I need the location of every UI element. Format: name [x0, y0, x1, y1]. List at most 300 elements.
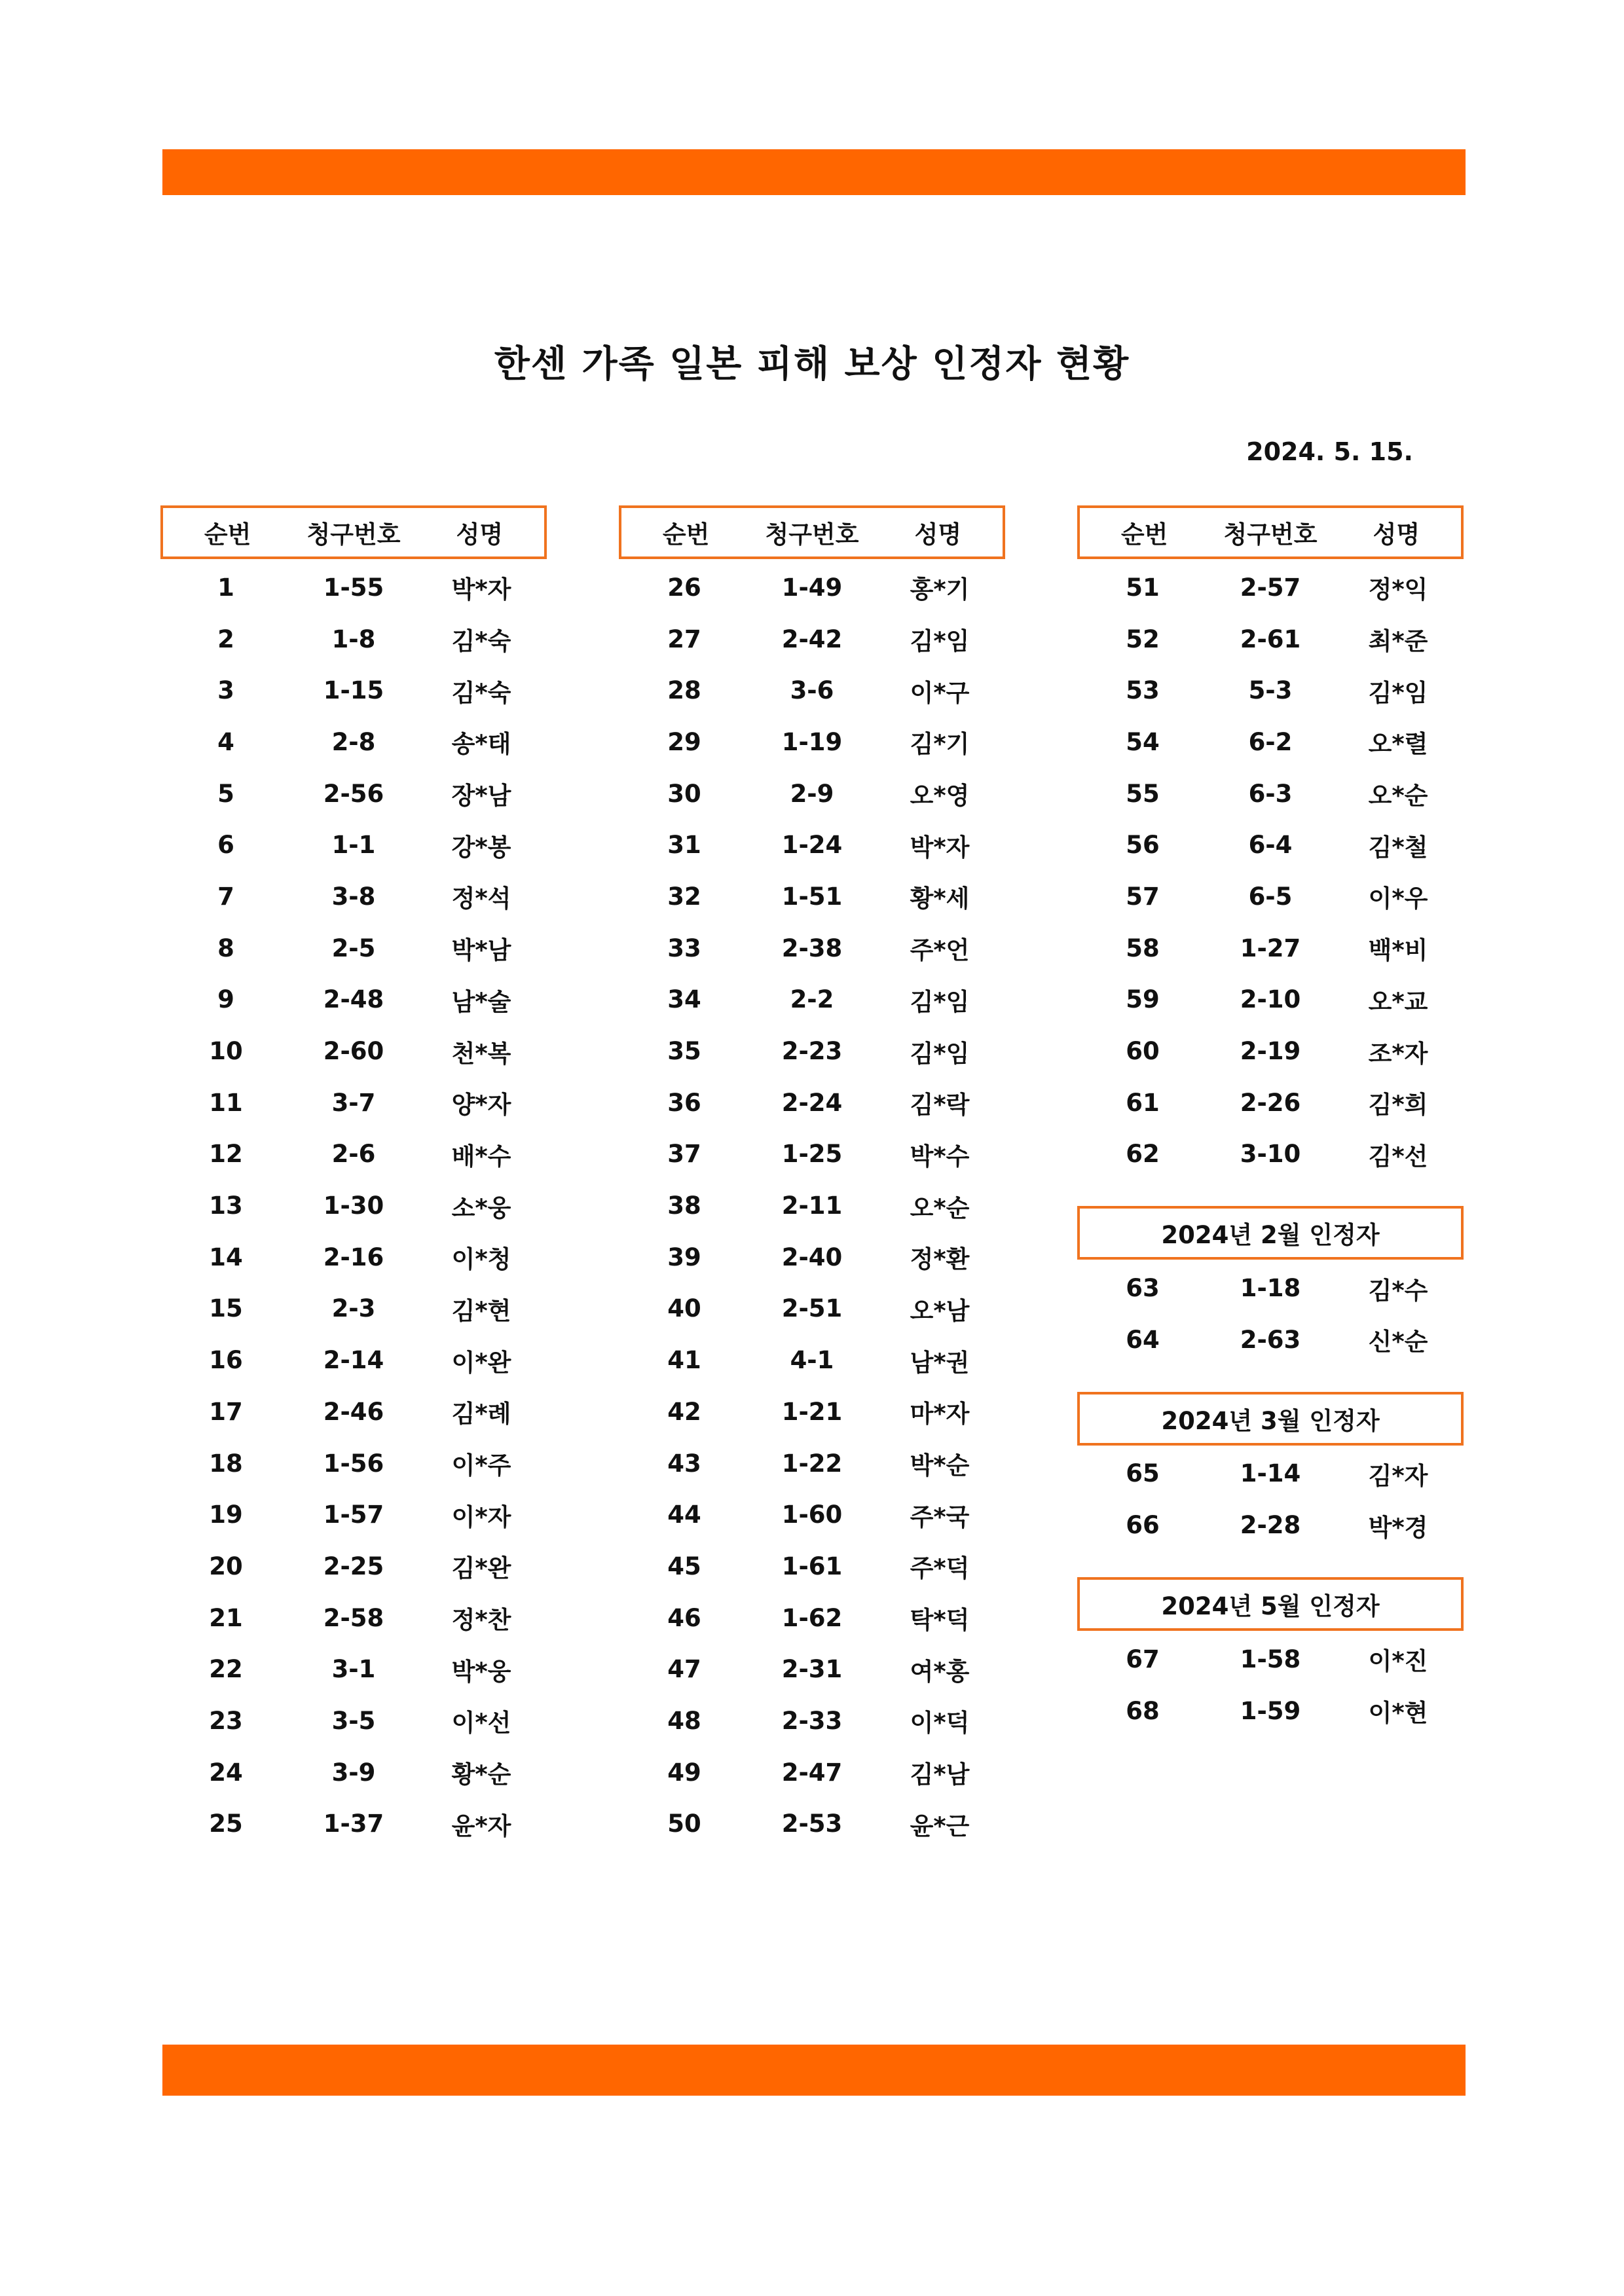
row-claim-number: 1-37	[323, 1810, 384, 1838]
row-claim-number: 2-58	[323, 1603, 384, 1632]
row-seq: 26	[667, 573, 701, 602]
header-name: 성명	[456, 520, 504, 549]
table-row	[1077, 974, 1464, 1026]
row-seq: 30	[667, 779, 701, 808]
table-row	[160, 1489, 547, 1540]
row-claim-number: 1-55	[323, 573, 384, 602]
table-row	[160, 1438, 547, 1489]
table-row	[619, 613, 1005, 665]
row-name: 오*순	[1368, 782, 1428, 811]
row-seq: 38	[667, 1192, 701, 1220]
row-seq: 14	[209, 1243, 243, 1271]
row-name: 최*준	[1368, 627, 1428, 656]
header-claim-number: 청구번호	[765, 520, 859, 549]
row-claim-number: 1-49	[781, 573, 843, 602]
table-row	[160, 1334, 547, 1386]
table-row	[619, 1643, 1005, 1695]
table-row	[160, 768, 547, 820]
row-claim-number: 2-24	[781, 1088, 843, 1117]
row-name: 김*희	[1368, 1091, 1428, 1120]
row-name: 김*기	[910, 730, 970, 759]
row-seq: 34	[667, 985, 701, 1014]
table-row	[1077, 871, 1464, 922]
table-row	[160, 1643, 547, 1695]
header-seq: 순번	[1120, 520, 1168, 549]
page-title: 한센 가족 일본 피해 보상 인정자 현황	[494, 343, 1130, 386]
row-name: 이*현	[1368, 1699, 1428, 1728]
row-name: 여*홍	[910, 1657, 970, 1686]
row-seq: 31	[667, 831, 701, 860]
row-claim-number: 1-1	[331, 831, 376, 860]
row-seq: 50	[667, 1810, 701, 1838]
table-row	[1077, 562, 1464, 613]
row-name: 남*술	[451, 987, 511, 1016]
table-row	[160, 1540, 547, 1592]
row-claim-number: 1-24	[781, 831, 843, 860]
row-seq: 59	[1126, 985, 1160, 1014]
table-row	[160, 1747, 547, 1798]
table-row	[619, 1540, 1005, 1592]
row-claim-number: 3-1	[331, 1655, 376, 1684]
row-name: 김*철	[1368, 833, 1428, 862]
row-claim-number: 2-42	[781, 625, 843, 653]
table-row	[1077, 1448, 1464, 1500]
table-row	[160, 562, 547, 613]
row-name: 박*수	[910, 1142, 970, 1171]
row-name: 박*자	[451, 575, 511, 604]
row-seq: 46	[667, 1603, 701, 1632]
table-row	[1077, 1077, 1464, 1129]
row-name: 이*진	[1368, 1647, 1428, 1676]
table-row	[160, 716, 547, 768]
row-seq: 66	[1126, 1511, 1160, 1540]
table-row	[160, 665, 547, 716]
row-claim-number: 1-25	[781, 1140, 843, 1169]
group-header-may: 2024년 5월 인정자	[1077, 1577, 1464, 1631]
row-name: 김*락	[910, 1091, 970, 1120]
row-seq: 28	[667, 676, 701, 705]
report-date: 2024. 5. 15.	[1246, 437, 1413, 466]
table-row	[1077, 768, 1464, 820]
row-name: 정*석	[451, 884, 511, 913]
row-name: 오*렬	[1368, 730, 1428, 759]
row-seq: 7	[217, 882, 234, 911]
group-header-mar: 2024년 3월 인정자	[1077, 1392, 1464, 1446]
row-claim-number: 4-1	[790, 1346, 834, 1375]
row-name: 이*우	[1368, 884, 1428, 913]
row-name: 김*자	[1368, 1461, 1428, 1490]
row-name: 정*찬	[451, 1606, 511, 1635]
row-seq: 22	[209, 1655, 243, 1684]
table-row	[1077, 1314, 1464, 1366]
table-row	[160, 1695, 547, 1747]
row-name: 천*복	[451, 1039, 511, 1068]
row-claim-number: 1-59	[1240, 1696, 1301, 1725]
row-seq: 23	[209, 1706, 243, 1735]
row-seq: 62	[1126, 1140, 1160, 1169]
row-name: 송*태	[451, 730, 511, 759]
table-row	[619, 1747, 1005, 1798]
row-claim-number: 2-19	[1240, 1037, 1301, 1066]
row-seq: 13	[209, 1192, 243, 1220]
row-claim-number: 3-9	[331, 1758, 376, 1787]
row-claim-number: 5-3	[1248, 676, 1293, 705]
row-seq: 3	[217, 676, 234, 705]
row-claim-number: 1-22	[781, 1449, 843, 1478]
top-accent-bar	[162, 149, 1466, 195]
row-name: 김*례	[451, 1400, 511, 1429]
row-name: 오*영	[910, 782, 970, 811]
row-name: 홍*기	[910, 575, 970, 604]
table-column-2	[619, 505, 1005, 1850]
row-seq: 65	[1126, 1459, 1160, 1488]
row-name: 김*임	[910, 987, 970, 1016]
row-name: 이*선	[451, 1709, 511, 1738]
table-column-1	[160, 505, 547, 1850]
table-row	[160, 1283, 547, 1335]
row-name: 김*완	[451, 1554, 511, 1583]
table-header	[1077, 505, 1464, 559]
row-seq: 53	[1126, 676, 1160, 705]
group-header-feb: 2024년 2월 인정자	[1077, 1206, 1464, 1260]
header-claim-number: 청구번호	[1223, 520, 1318, 549]
table-row	[1077, 665, 1464, 716]
row-name: 신*순	[1368, 1328, 1428, 1357]
table-row	[619, 1798, 1005, 1850]
row-claim-number: 2-23	[781, 1037, 843, 1066]
row-seq: 33	[667, 934, 701, 962]
row-name: 남*권	[910, 1348, 970, 1377]
row-claim-number: 2-8	[331, 727, 376, 756]
table-row	[619, 1129, 1005, 1180]
table-row	[619, 665, 1005, 716]
row-name: 장*남	[451, 782, 511, 811]
row-seq: 2	[217, 625, 234, 653]
row-claim-number: 2-26	[1240, 1088, 1301, 1117]
row-seq: 52	[1126, 625, 1160, 653]
row-claim-number: 3-8	[331, 882, 376, 911]
row-name: 김*임	[1368, 678, 1428, 707]
row-claim-number: 2-48	[323, 985, 384, 1014]
row-claim-number: 3-7	[331, 1088, 376, 1117]
row-seq: 29	[667, 727, 701, 756]
table-row	[160, 1798, 547, 1850]
table-row	[1077, 922, 1464, 974]
row-seq: 55	[1126, 779, 1160, 808]
row-claim-number: 3-5	[331, 1706, 376, 1735]
table-row	[619, 974, 1005, 1026]
row-seq: 67	[1126, 1645, 1160, 1673]
row-claim-number: 2-14	[323, 1346, 384, 1375]
table-row	[1077, 613, 1464, 665]
row-seq: 64	[1126, 1325, 1160, 1354]
row-name: 김*수	[1368, 1276, 1428, 1305]
row-name: 이*완	[451, 1348, 511, 1377]
table-row	[160, 1180, 547, 1231]
spacer	[1077, 1180, 1464, 1206]
row-seq: 45	[667, 1552, 701, 1580]
row-name: 소*웅	[451, 1194, 511, 1222]
row-claim-number: 3-10	[1240, 1140, 1301, 1169]
row-seq: 4	[217, 727, 234, 756]
row-claim-number: 1-56	[323, 1449, 384, 1478]
row-seq: 1	[217, 573, 234, 602]
row-seq: 51	[1126, 573, 1160, 602]
row-claim-number: 1-62	[781, 1603, 843, 1632]
row-claim-number: 1-8	[331, 625, 376, 653]
row-claim-number: 1-15	[323, 676, 384, 705]
row-name: 배*수	[451, 1142, 511, 1171]
table-row	[1077, 1262, 1464, 1314]
table-row	[160, 1025, 547, 1077]
row-seq: 56	[1126, 831, 1160, 860]
row-seq: 27	[667, 625, 701, 653]
row-seq: 11	[209, 1088, 243, 1117]
row-claim-number: 2-53	[781, 1810, 843, 1838]
table-row	[1077, 1685, 1464, 1737]
table-row	[619, 768, 1005, 820]
row-claim-number: 2-5	[331, 934, 376, 962]
row-seq: 57	[1126, 882, 1160, 911]
group-rows-may	[1077, 1633, 1464, 1736]
table-row	[619, 1695, 1005, 1747]
row-seq: 63	[1126, 1274, 1160, 1303]
header-name: 성명	[914, 520, 962, 549]
row-name: 김*현	[451, 1296, 511, 1325]
row-claim-number: 1-57	[323, 1501, 384, 1529]
row-seq: 35	[667, 1037, 701, 1066]
row-claim-number: 3-6	[790, 676, 834, 705]
group-rows-mar	[1077, 1448, 1464, 1551]
row-claim-number: 1-60	[781, 1501, 843, 1529]
table-row	[160, 819, 547, 871]
header-claim-number: 청구번호	[306, 520, 401, 549]
row-seq: 36	[667, 1088, 701, 1117]
table-row	[1077, 1025, 1464, 1077]
row-name: 주*덕	[910, 1554, 970, 1583]
row-seq: 60	[1126, 1037, 1160, 1066]
row-claim-number: 2-25	[323, 1552, 384, 1580]
table-row	[619, 1592, 1005, 1644]
row-seq: 32	[667, 882, 701, 911]
row-claim-number: 2-3	[331, 1294, 376, 1323]
row-name: 박*남	[451, 936, 511, 965]
row-seq: 54	[1126, 727, 1160, 756]
group-rows-feb	[1077, 1262, 1464, 1365]
spacer	[1077, 1366, 1464, 1392]
table-row	[619, 716, 1005, 768]
row-name: 이*청	[451, 1245, 511, 1274]
table-row	[619, 1231, 1005, 1283]
row-seq: 17	[209, 1397, 243, 1426]
row-name: 박*경	[1368, 1513, 1428, 1542]
row-name: 탁*덕	[910, 1606, 970, 1635]
table-row	[1077, 1129, 1464, 1180]
row-seq: 68	[1126, 1696, 1160, 1725]
row-claim-number: 6-5	[1248, 882, 1293, 911]
row-seq: 25	[209, 1810, 243, 1838]
row-name: 이*덕	[910, 1709, 970, 1738]
row-claim-number: 6-4	[1248, 831, 1293, 860]
row-claim-number: 2-46	[323, 1397, 384, 1426]
row-seq: 24	[209, 1758, 243, 1787]
table-row	[619, 1025, 1005, 1077]
table-row	[160, 1592, 547, 1644]
table-row	[1077, 1633, 1464, 1685]
table-column-3	[1077, 505, 1464, 1736]
row-name: 오*남	[910, 1296, 970, 1325]
table-row	[160, 922, 547, 974]
row-seq: 5	[217, 779, 234, 808]
row-seq: 61	[1126, 1088, 1160, 1117]
row-name: 양*자	[451, 1091, 511, 1120]
row-claim-number: 2-60	[323, 1037, 384, 1066]
table-row	[160, 613, 547, 665]
row-claim-number: 1-61	[781, 1552, 843, 1580]
table-header	[619, 505, 1005, 559]
row-name: 김*임	[910, 1039, 970, 1068]
row-claim-number: 2-40	[781, 1243, 843, 1271]
row-name: 김*숙	[451, 627, 511, 656]
row-claim-number: 6-2	[1248, 727, 1293, 756]
row-seq: 16	[209, 1346, 243, 1375]
row-claim-number: 1-27	[1240, 934, 1301, 962]
table-rows	[160, 562, 547, 1850]
table-row	[619, 819, 1005, 871]
row-name: 김*남	[910, 1760, 970, 1789]
row-claim-number: 2-9	[790, 779, 834, 808]
row-seq: 41	[667, 1346, 701, 1375]
table-row	[160, 1231, 547, 1283]
spacer	[1077, 1551, 1464, 1577]
row-seq: 58	[1126, 934, 1160, 962]
row-seq: 12	[209, 1140, 243, 1169]
row-seq: 47	[667, 1655, 701, 1684]
row-seq: 9	[217, 985, 234, 1014]
table-rows	[1077, 562, 1464, 1180]
row-claim-number: 1-58	[1240, 1645, 1301, 1673]
row-claim-number: 2-11	[781, 1192, 843, 1220]
row-claim-number: 2-10	[1240, 985, 1301, 1014]
row-name: 주*언	[910, 936, 970, 965]
row-name: 윤*근	[910, 1812, 970, 1840]
table-header	[160, 505, 547, 559]
row-claim-number: 1-51	[781, 882, 843, 911]
table-row	[619, 1180, 1005, 1231]
row-name: 정*익	[1368, 575, 1428, 604]
row-seq: 49	[667, 1758, 701, 1787]
row-seq: 6	[217, 831, 234, 860]
row-name: 마*자	[910, 1400, 970, 1429]
table-row	[160, 974, 547, 1026]
row-claim-number: 1-19	[781, 727, 843, 756]
row-claim-number: 2-61	[1240, 625, 1301, 653]
row-name: 박*자	[910, 833, 970, 862]
bottom-accent-bar	[162, 2045, 1466, 2096]
table-row	[619, 1334, 1005, 1386]
table-row	[619, 1438, 1005, 1489]
row-name: 김*선	[1368, 1142, 1428, 1171]
row-name: 이*주	[451, 1451, 511, 1480]
row-name: 김*숙	[451, 678, 511, 707]
row-claim-number: 2-38	[781, 934, 843, 962]
table-row	[1077, 819, 1464, 871]
row-name: 오*교	[1368, 987, 1428, 1016]
row-name: 오*순	[910, 1194, 970, 1222]
table-row	[1077, 1499, 1464, 1551]
row-name: 황*순	[451, 1760, 511, 1789]
row-seq: 39	[667, 1243, 701, 1271]
row-claim-number: 2-31	[781, 1655, 843, 1684]
row-seq: 37	[667, 1140, 701, 1169]
row-claim-number: 2-47	[781, 1758, 843, 1787]
row-name: 이*구	[910, 678, 970, 707]
row-claim-number: 2-16	[323, 1243, 384, 1271]
row-name: 김*임	[910, 627, 970, 656]
row-seq: 44	[667, 1501, 701, 1529]
table-row	[619, 922, 1005, 974]
row-seq: 42	[667, 1397, 701, 1426]
row-name: 주*국	[910, 1503, 970, 1531]
row-seq: 15	[209, 1294, 243, 1323]
row-claim-number: 2-56	[323, 779, 384, 808]
row-claim-number: 1-14	[1240, 1459, 1301, 1488]
row-seq: 48	[667, 1706, 701, 1735]
table-row	[160, 1386, 547, 1438]
table-row	[160, 871, 547, 922]
header-seq: 순번	[662, 520, 710, 549]
row-claim-number: 2-33	[781, 1706, 843, 1735]
row-name: 황*세	[910, 884, 970, 913]
row-seq: 8	[217, 934, 234, 962]
row-claim-number: 2-63	[1240, 1325, 1301, 1354]
row-claim-number: 1-18	[1240, 1274, 1301, 1303]
table-rows	[619, 562, 1005, 1850]
row-seq: 18	[209, 1449, 243, 1478]
table-row	[160, 1129, 547, 1180]
row-name: 이*자	[451, 1503, 511, 1531]
row-name: 강*봉	[451, 833, 511, 862]
row-name: 정*환	[910, 1245, 970, 1274]
row-claim-number: 6-3	[1248, 779, 1293, 808]
row-name: 조*자	[1368, 1039, 1428, 1068]
row-seq: 10	[209, 1037, 243, 1066]
row-name: 윤*자	[451, 1812, 511, 1840]
table-row	[1077, 716, 1464, 768]
table-row	[160, 1077, 547, 1129]
row-claim-number: 2-2	[790, 985, 834, 1014]
row-name: 백*비	[1368, 936, 1428, 965]
row-claim-number: 2-6	[331, 1140, 376, 1169]
row-seq: 43	[667, 1449, 701, 1478]
table-row	[619, 1077, 1005, 1129]
row-claim-number: 2-51	[781, 1294, 843, 1323]
row-claim-number: 1-30	[323, 1192, 384, 1220]
table-row	[619, 1283, 1005, 1335]
header-seq: 순번	[204, 520, 251, 549]
row-name: 박*순	[910, 1451, 970, 1480]
table-row	[619, 871, 1005, 922]
row-claim-number: 2-28	[1240, 1511, 1301, 1540]
row-name: 박*웅	[451, 1657, 511, 1686]
header-name: 성명	[1373, 520, 1420, 549]
row-claim-number: 1-21	[781, 1397, 843, 1426]
table-row	[619, 1386, 1005, 1438]
row-seq: 21	[209, 1603, 243, 1632]
table-row	[619, 1489, 1005, 1540]
row-claim-number: 2-57	[1240, 573, 1301, 602]
row-seq: 40	[667, 1294, 701, 1323]
